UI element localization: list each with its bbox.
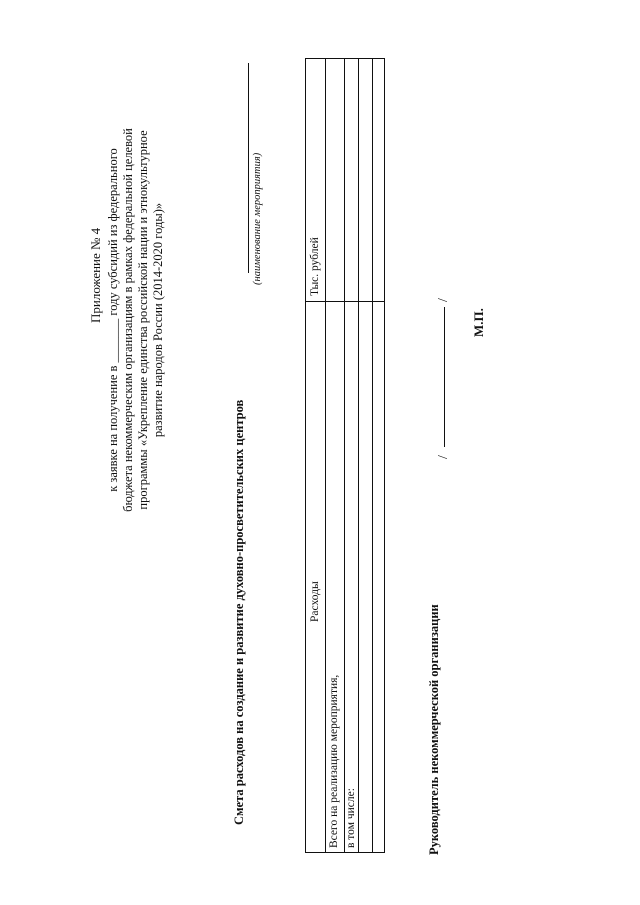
table-rule bbox=[325, 59, 326, 852]
signature-line bbox=[444, 307, 445, 447]
event-name-line bbox=[248, 63, 249, 273]
appendix-line-4: развитие народов России (2014-2020 годы)» bbox=[151, 202, 165, 438]
table-row-including: в том числе: bbox=[345, 788, 357, 848]
appendix-title: Приложение № 4 bbox=[88, 227, 103, 323]
signatory-label: Руководитель некоммерческой организации bbox=[427, 604, 441, 855]
signature-slash-left: / bbox=[436, 455, 451, 459]
table-rule bbox=[372, 59, 373, 852]
table-rule bbox=[358, 59, 359, 852]
signature-slash-right: / bbox=[436, 298, 451, 302]
appendix-line-2: бюджета некоммерческим организациям в рамках федеральной целевой bbox=[121, 128, 135, 512]
column-header-expenses: Расходы bbox=[309, 581, 321, 622]
stamp-place-label: М.П. bbox=[471, 308, 486, 337]
estimate-title: Смета расходов на создание и развитие духовно-просветительских центров bbox=[232, 399, 246, 825]
table-rule bbox=[344, 59, 345, 852]
expenses-table bbox=[305, 58, 385, 853]
table-column-divider bbox=[306, 301, 384, 302]
appendix-line-3: программы «Укрепление единства российской нации и этнокультурное bbox=[136, 130, 150, 510]
column-header-thousand-rubles: Тыс. рублей bbox=[309, 237, 321, 296]
event-name-caption: (наименование мероприятия) bbox=[252, 152, 263, 285]
table-row-total: Всего на реализацию мероприятия, bbox=[328, 674, 340, 848]
appendix-line-1: к заявке на получение в _______ году субсидий из федерального bbox=[106, 148, 120, 492]
